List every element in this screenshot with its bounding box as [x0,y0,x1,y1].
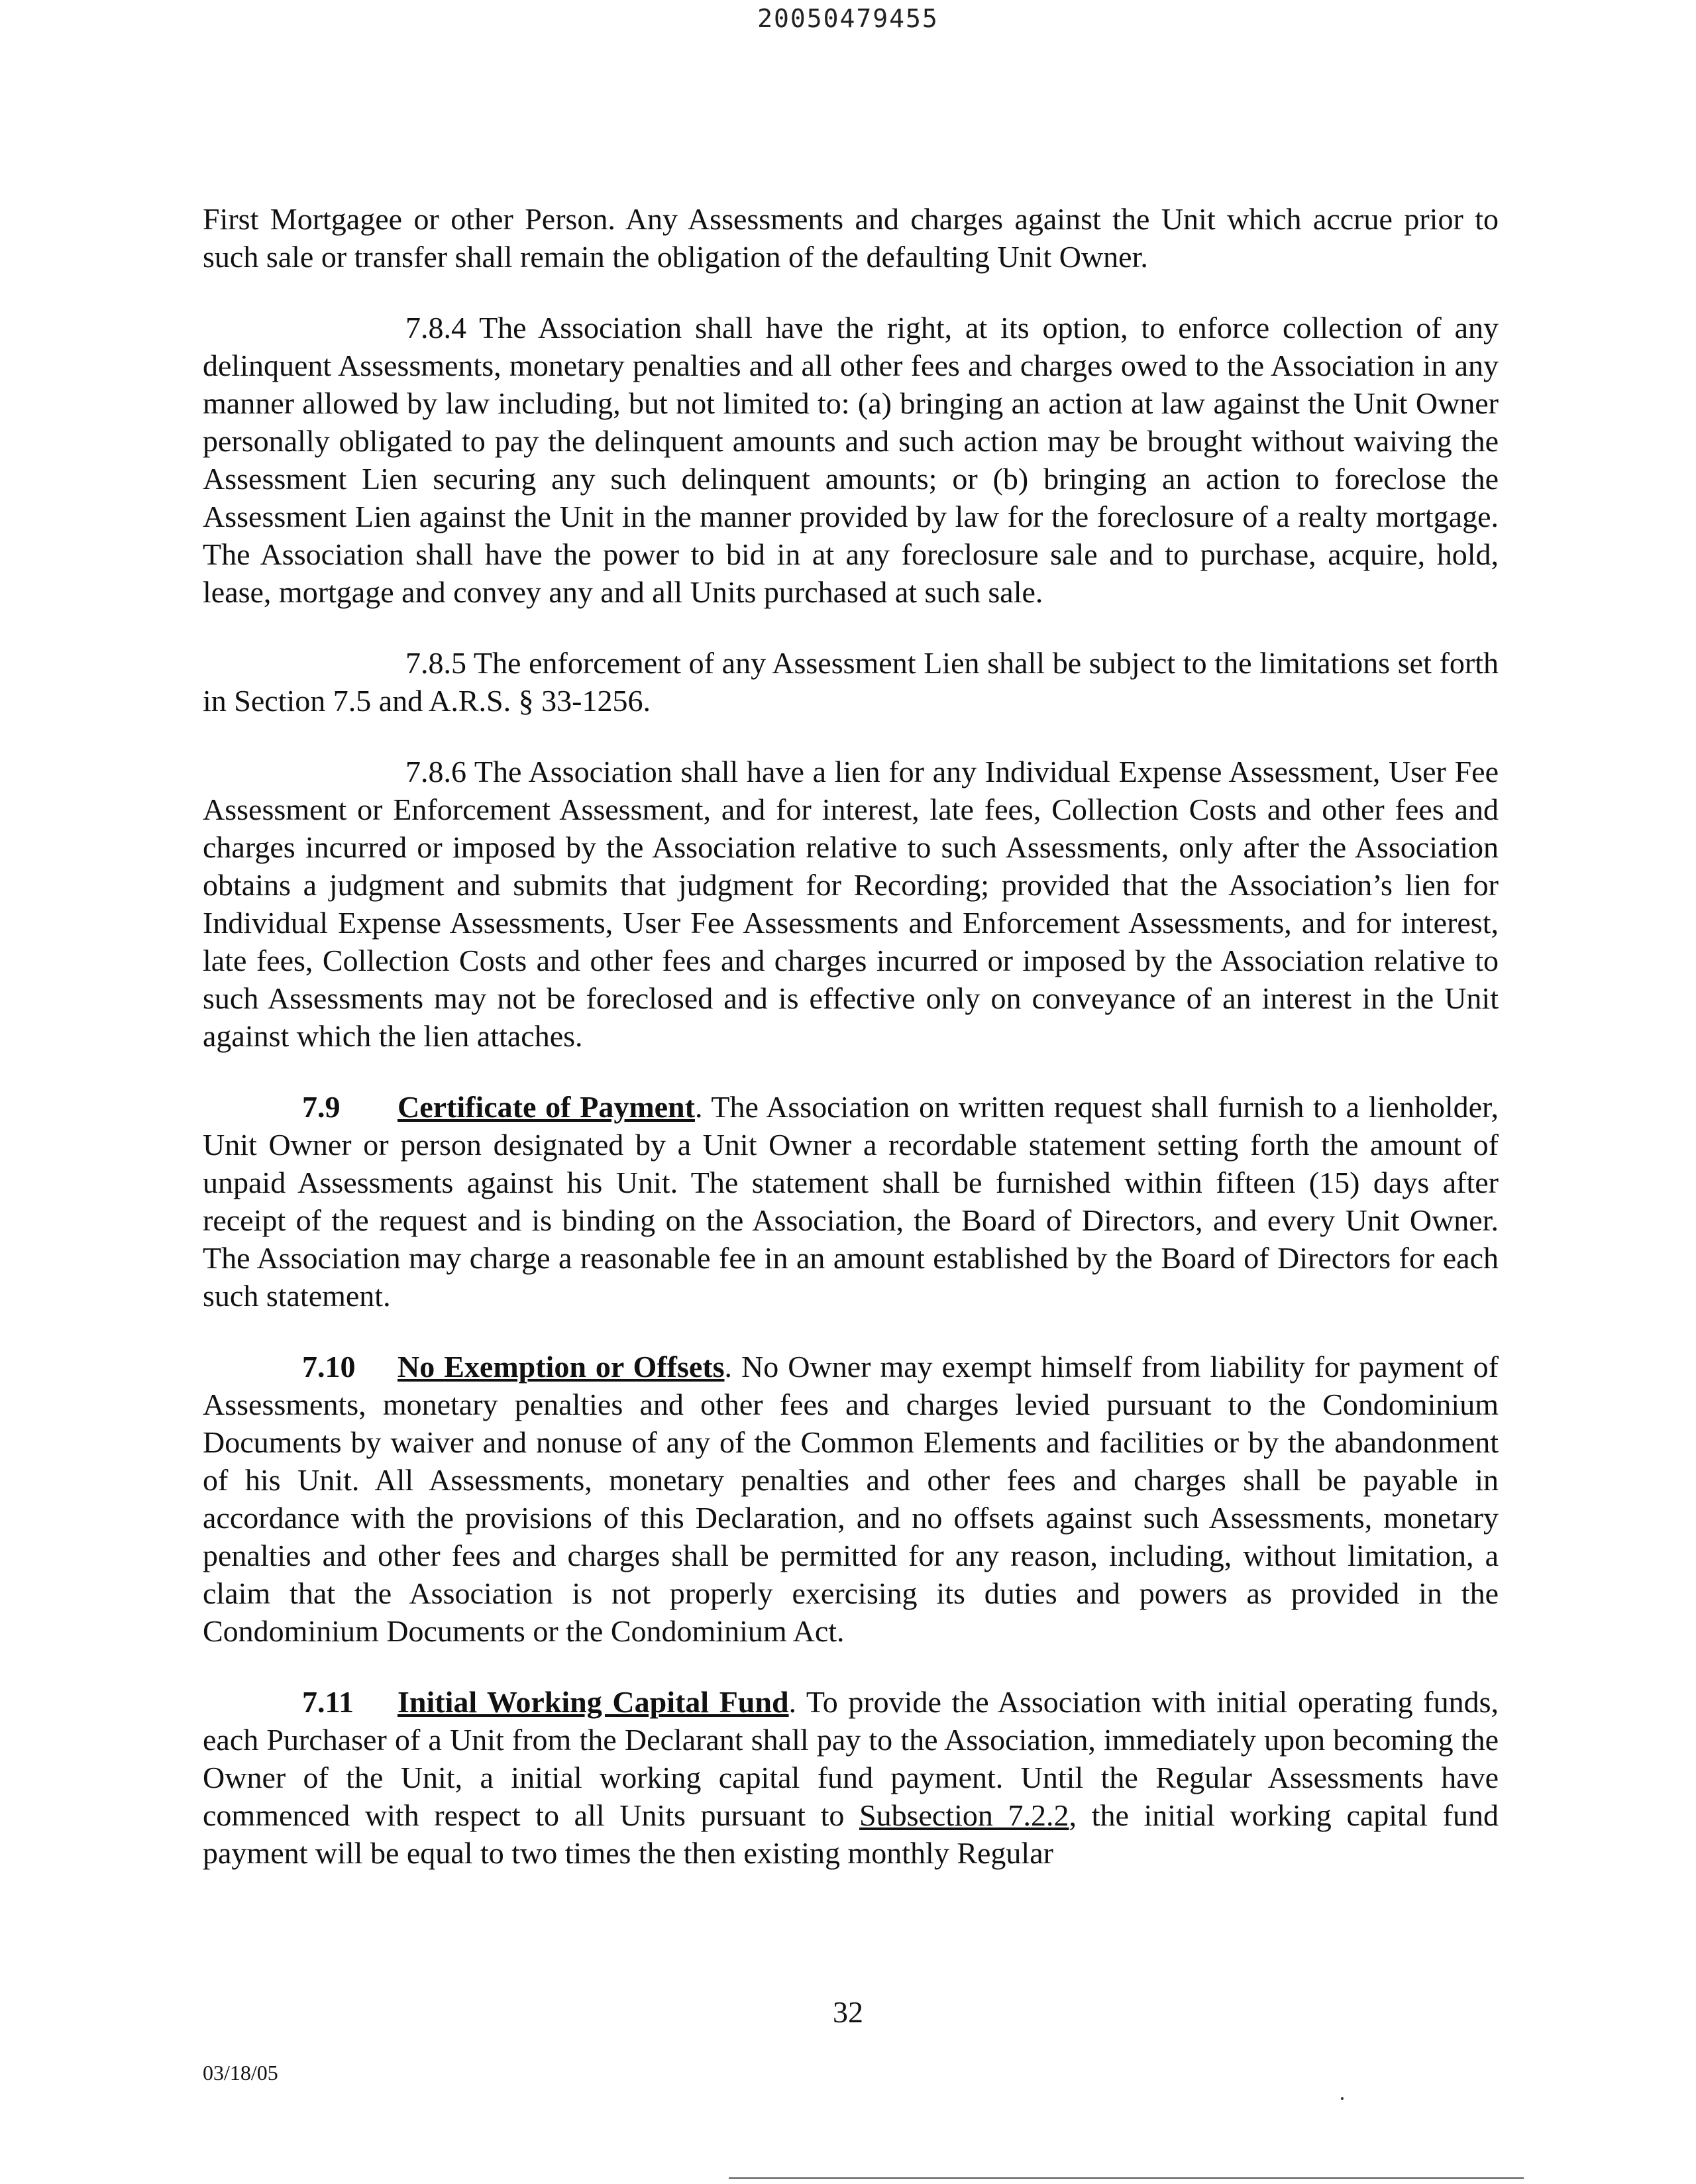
section-title: Initial Working Capital Fund [398,1685,789,1719]
section-title: Certificate of Payment [398,1090,695,1124]
section-7-9 [203,1088,1499,1315]
section-text: . To provide the Association with initial operating funds, each Purchaser of a Unit from the Declarant shall pay to the Association, immediately upon becoming the Owner of the Unit, a initial working capital fund payment. Until the Regular Assessments have commenced with respect to all Units pursuant to [203,1685,1499,1832]
footer-date: 03/18/05 [203,2061,278,2085]
scan-speck [1341,2097,1344,2100]
scan-edge-line [729,2177,1524,2179]
page-number: 32 [833,1995,863,2029]
section-text-continued: , the initial working capital fund payment will be equal to two times the then existing monthly Regular [203,1798,1499,1870]
subsection-reference: Subsection 7.2.2 [859,1798,1069,1832]
page-body [203,200,1499,1872]
section-number: 7.10 [302,1350,356,1384]
section-number: 7.11 [302,1685,354,1719]
paragraph-continued: First Mortgagee or other Person. Any Assessments and charges against the Unit which accrue prior to such sale or transfer shall remain the obligation of the defaulting Unit Owner. [203,202,1499,274]
section-text: . The Association on written request shall furnish to a lienholder, Unit Owner or person designated by a Unit Owner a recordable statement setting forth the amount of unpaid Assessments against his Unit. The statement shall be furnished within fifteen (15) days after receipt of the request and is binding on the Association, the Board of Directors, and every Unit Owner. The Association may charge a reasonable fee in an amount established by the Board of Directors for each such statement. [203,1090,1499,1313]
paragraph-7-8-4: 7.8.4 The Association shall have the right, at its option, to enforce collection of any delinquent Assessments, monetary penalties and all other fees and charges owed to the Association in any manner allowed by law including, but not limited to: (a) bringing an action at law against the Unit Owner personally obligated to pay the delinquent amounts and such action may be brought without waiving the Assessment Lien securing any such delinquent amounts; or (b) bringing an action to foreclose the Assessment Lien against the Unit in the manner provided by law for the foreclosure of a realty mortgage. The Association shall have the power to bid in at any foreclosure sale and to purchase, acquire, hold, lease, mortgage and convey any and all Units purchased at such sale. [203,311,1499,609]
section-7-10 [203,1348,1499,1650]
section-7-11 [203,1683,1499,1872]
paragraph-7-8-5: 7.8.5 The enforcement of any Assessment Lien shall be subject to the limitations set forth in Section 7.5 and A.R.S. § 33-1256. [203,646,1499,718]
section-number: 7.9 [302,1090,341,1124]
section-text: . No Owner may exempt himself from liability for payment of Assessments, monetary penalties and other fees and charges levied pursuant to the Condominium Documents by waiver and nonuse of any of the Common Elements and facilities or by the abandonment of his Unit. All Assessments, monetary penalties and other fees and charges shall be payable in accordance with the provisions of this Declaration, and no offsets against such Assessments, monetary penalties and other fees and charges shall be permitted for any reason, including, without limitation, a claim that the Association is not properly exercising its duties and powers as provided in the Condominium Documents or the Condominium Act. [203,1350,1499,1648]
paragraph-7-8-6: 7.8.6 The Association shall have a lien for any Individual Expense Assessment, User Fee Assessment or Enforcement Assessment, and for interest, late fees, Collection Costs and other fees and charges incurred or imposed by the Association relative to such Assessments, only after the Association obtains a judgment and submits that judgment for Recording; provided that the Association’s lien for Individual Expense Assessments, User Fee Assessments and Enforcement Assessments, and for interest, late fees, Collection Costs and other fees and charges incurred or imposed by the Association relative to such Assessments may not be foreclosed and is effective only on conveyance of an interest in the Unit against which the lien attaches. [203,755,1499,1053]
document-number: 20050479455 [757,4,939,33]
section-title: No Exemption or Offsets [398,1350,725,1384]
